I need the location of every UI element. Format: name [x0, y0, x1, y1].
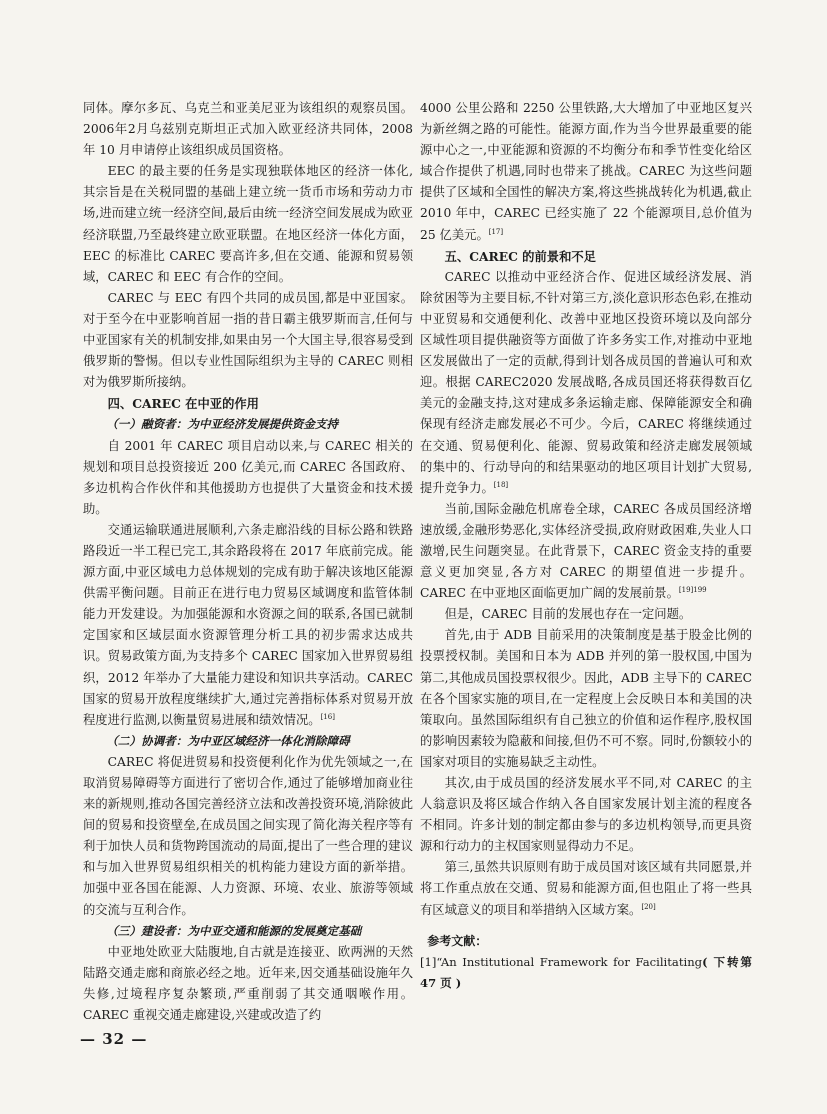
- paragraph: EEC 的最主要的任务是实现独联体地区的经济一体化,其宗旨是在关税同盟的基础上建立统一货币市场和劳动力市场,进而建立统一经济空间,最后由统一经济空间发展成为欧亚经济联盟,乃至最终建立欧亚联盟。在地区经济一体化方面，EEC 的标准比 CAREC 要高许多,但在交通、能源和贸易领域，CAREC 和 EEC 有合作的空间。: [83, 164, 413, 284]
- paragraph: [420, 499, 752, 604]
- section-heading: 五、CAREC 的前景和不足: [444, 248, 596, 264]
- paragraph: 首先,由于 ADB 目前采用的决策制度是基于股金比例的投票授权制。美国和日本为 ADB 并列的第一股权国,中国为第二,其他成员国投票权很少。因此，ADB 主导下的 CAREC 在各个国家实施的项目,在一定程度上会反映日本和美国的决策取向。虽然国际组织有自己独立的价值和运作程序,股权国的影响因素较为隐蔽和间接,但仍不可不察。同时,份额较小的国家对项目的实施易缺乏主动性。: [420, 628, 752, 769]
- paragraph-text: 4000 公里公路和 2250 公里铁路,大大增加了中亚地区复兴为新丝绸之路的可能性。能源方面,作为当今世界最重要的能源中心之一,中亚能源和资源的不均衡分布和季节性变化给区域合作提供了机遇,同时也带来了挑战。CAREC 为这些问题提供了区域和全国性的解决方案,将这些挑战转化为机遇,截止 2010 年中，CAREC 已经实施了 22 个能源项目,总价值为 25 亿美元。: [420, 101, 752, 242]
- page-number: — 32 —: [80, 1030, 148, 1048]
- paragraph-text: 当前,国际金融危机席卷全球，CAREC 各成员国经济增速放缓,金融形势恶化,实体经济受损,政府财政困难,失业人口激增,民生问题突显。在此背景下，CAREC 资金支持的重要意义更加突显,各方对 CAREC 的期望值进一步提升。CAREC 在中亚地区面临更加广阔的发展前景。: [420, 501, 752, 601]
- left-column: [83, 98, 413, 1026]
- reference-text: [1]“An Institutional Framework for Facilitating: [420, 954, 703, 969]
- references-title: 参考文献：: [427, 933, 488, 948]
- paragraph: CAREC 与 EEC 有四个共同的成员国,都是中亚国家。对于至今在中亚影响首屈一指的昔日霸主俄罗斯而言,任何与中亚国家有关的机制安排,如果由另一个大国主导,很容易受到俄罗斯的警惕。但以专业性国际组织为主导的 CAREC 则相对为俄罗斯所接纳。: [83, 290, 413, 390]
- subsection-heading: （三）建设者：为中亚交通和能源的发展奠定基础: [106, 923, 362, 938]
- subsection-heading: （二）协调者：为中亚区域经济一体化消除障碍: [106, 733, 350, 748]
- paragraph: [420, 267, 752, 499]
- right-column: [420, 98, 752, 994]
- citation: [18]: [493, 480, 509, 489]
- paragraph: 中亚地处欧亚大陆腹地,自古就是连接亚、欧两洲的天然陆路交通走廊和商旅必经之地。近年来,因交通基础设施年久失修,过境程序复杂繁琐,严重削弱了其交通咽喉作用。CAREC 重视交通走廊建设,兴建或改造了约: [83, 944, 413, 1023]
- paragraph-text: 第三,虽然共识原则有助于成员国对该区域有共同愿景,并将工作重点放在交通、贸易和能源方面,但也阻止了将一些具有区域意义的项目和举措纳入区域方案。: [420, 860, 752, 917]
- citation: [17]: [488, 227, 504, 236]
- subsection-heading: （一）融资者：为中亚经济发展提供资金支持: [106, 417, 339, 432]
- continued-note: ( 下转第 47 页 ): [420, 954, 753, 990]
- paragraph: [420, 98, 752, 246]
- citation: [19]199: [678, 586, 707, 595]
- paragraph: 自 2001 年 CAREC 项目启动以来,与 CAREC 相关的规划和项目总投资接近 200 亿美元,而 CAREC 各国政府、多边机构合作伙伴和其他援助方也提供了大量资金和技术援助。: [83, 438, 413, 516]
- paragraph: [83, 520, 413, 731]
- paragraph: CAREC 将促进贸易和投资便利化作为优先领域之一,在取消贸易障碍等方面进行了密切合作,通过了能够增加商业往来的新规则,推动各国完善经济立法和改善投资环境,消除彼此间的贸易和投资壁垒,在成员国之间实现了简化海关程序等有利于加快人员和货物跨国流动的局面,提出了一些合理的建议和与加入世界贸易组织相关的机构能力建设方面的新举措。加强中亚各国在能源、人力资源、环境、农业、旅游等领域的交流与互利合作。: [83, 754, 413, 917]
- paragraph: 其次,由于成员国的经济发展水平不同,对 CAREC 的主人翁意识及将区域合作纳入各自国家发展计划主流的程度各不相同。许多计划的制定都由参与的多边机构领导,而更具资源和行动力的主权国家则显得动力不足。: [420, 776, 752, 854]
- paragraph-text: CAREC 以推动中亚经济合作、促进区域经济发展、消除贫困等为主要目标,不针对第三方,淡化意识形态色彩,在推动中亚贸易和交通便利化、改善中亚地区投资环境以及向部分区域性项目提供融资等方面做了许多务实工作,对推动中亚地区发展做出了一定的贡献,得到计划各成员国的普遍认可和欢迎。根据 CAREC2020 发展战略,各成员国还将获得数百亿美元的金融支持,这对建成多条运输走廊、保障能源安全和确保现有经济走廊发展必不可少。今后，CAREC 将继续通过在交通、贸易便利化、能源、贸易政策和经济走廊发展领域的集中的、行动导向的和结果驱动的地区项目计划扩大贸易,提升竞争力。: [420, 269, 752, 495]
- reference-item: [420, 952, 752, 994]
- citation: [20]: [641, 902, 656, 911]
- paragraph: 但是，CAREC 目前的发展也存在一定问题。: [444, 607, 692, 622]
- paragraph-text: 交通运输联通进展顺利,六条走廊沿线的目标公路和铁路路段近一半工程已完工,其余路段将在 2017 年底前完成。能源方面,中亚区域电力总体规划的完成有助于解决该地区能源供需平衡问题。目前正在进行电力贸易区域调度和监管体制能力开发建设。为加强能源和水资源之间的联系,各国已就制定国家和区域层面水资源管理分析工具的初步需求达成共识。贸易政策方面,为支持多个 CAREC 国家加入世界贸易组织，2012 年举办了大量能力建设和知识共享活动。CAREC 国家的贸易开放程度继续扩大,通过完善指标体系对贸易开放程度进行监测,以衡量贸易进展和绩效情况。: [83, 522, 413, 727]
- paragraph: [420, 857, 752, 920]
- section-heading: 四、CAREC 在中亚的作用: [107, 396, 259, 412]
- paragraph: 同体。摩尔多瓦、乌克兰和亚美尼亚为该组织的观察员国。2006年2月乌兹别克斯坦正式加入欧亚经济共同体，2008 年 10 月申请停止该组织成员国资格。: [83, 101, 413, 158]
- citation: [16]: [320, 712, 335, 721]
